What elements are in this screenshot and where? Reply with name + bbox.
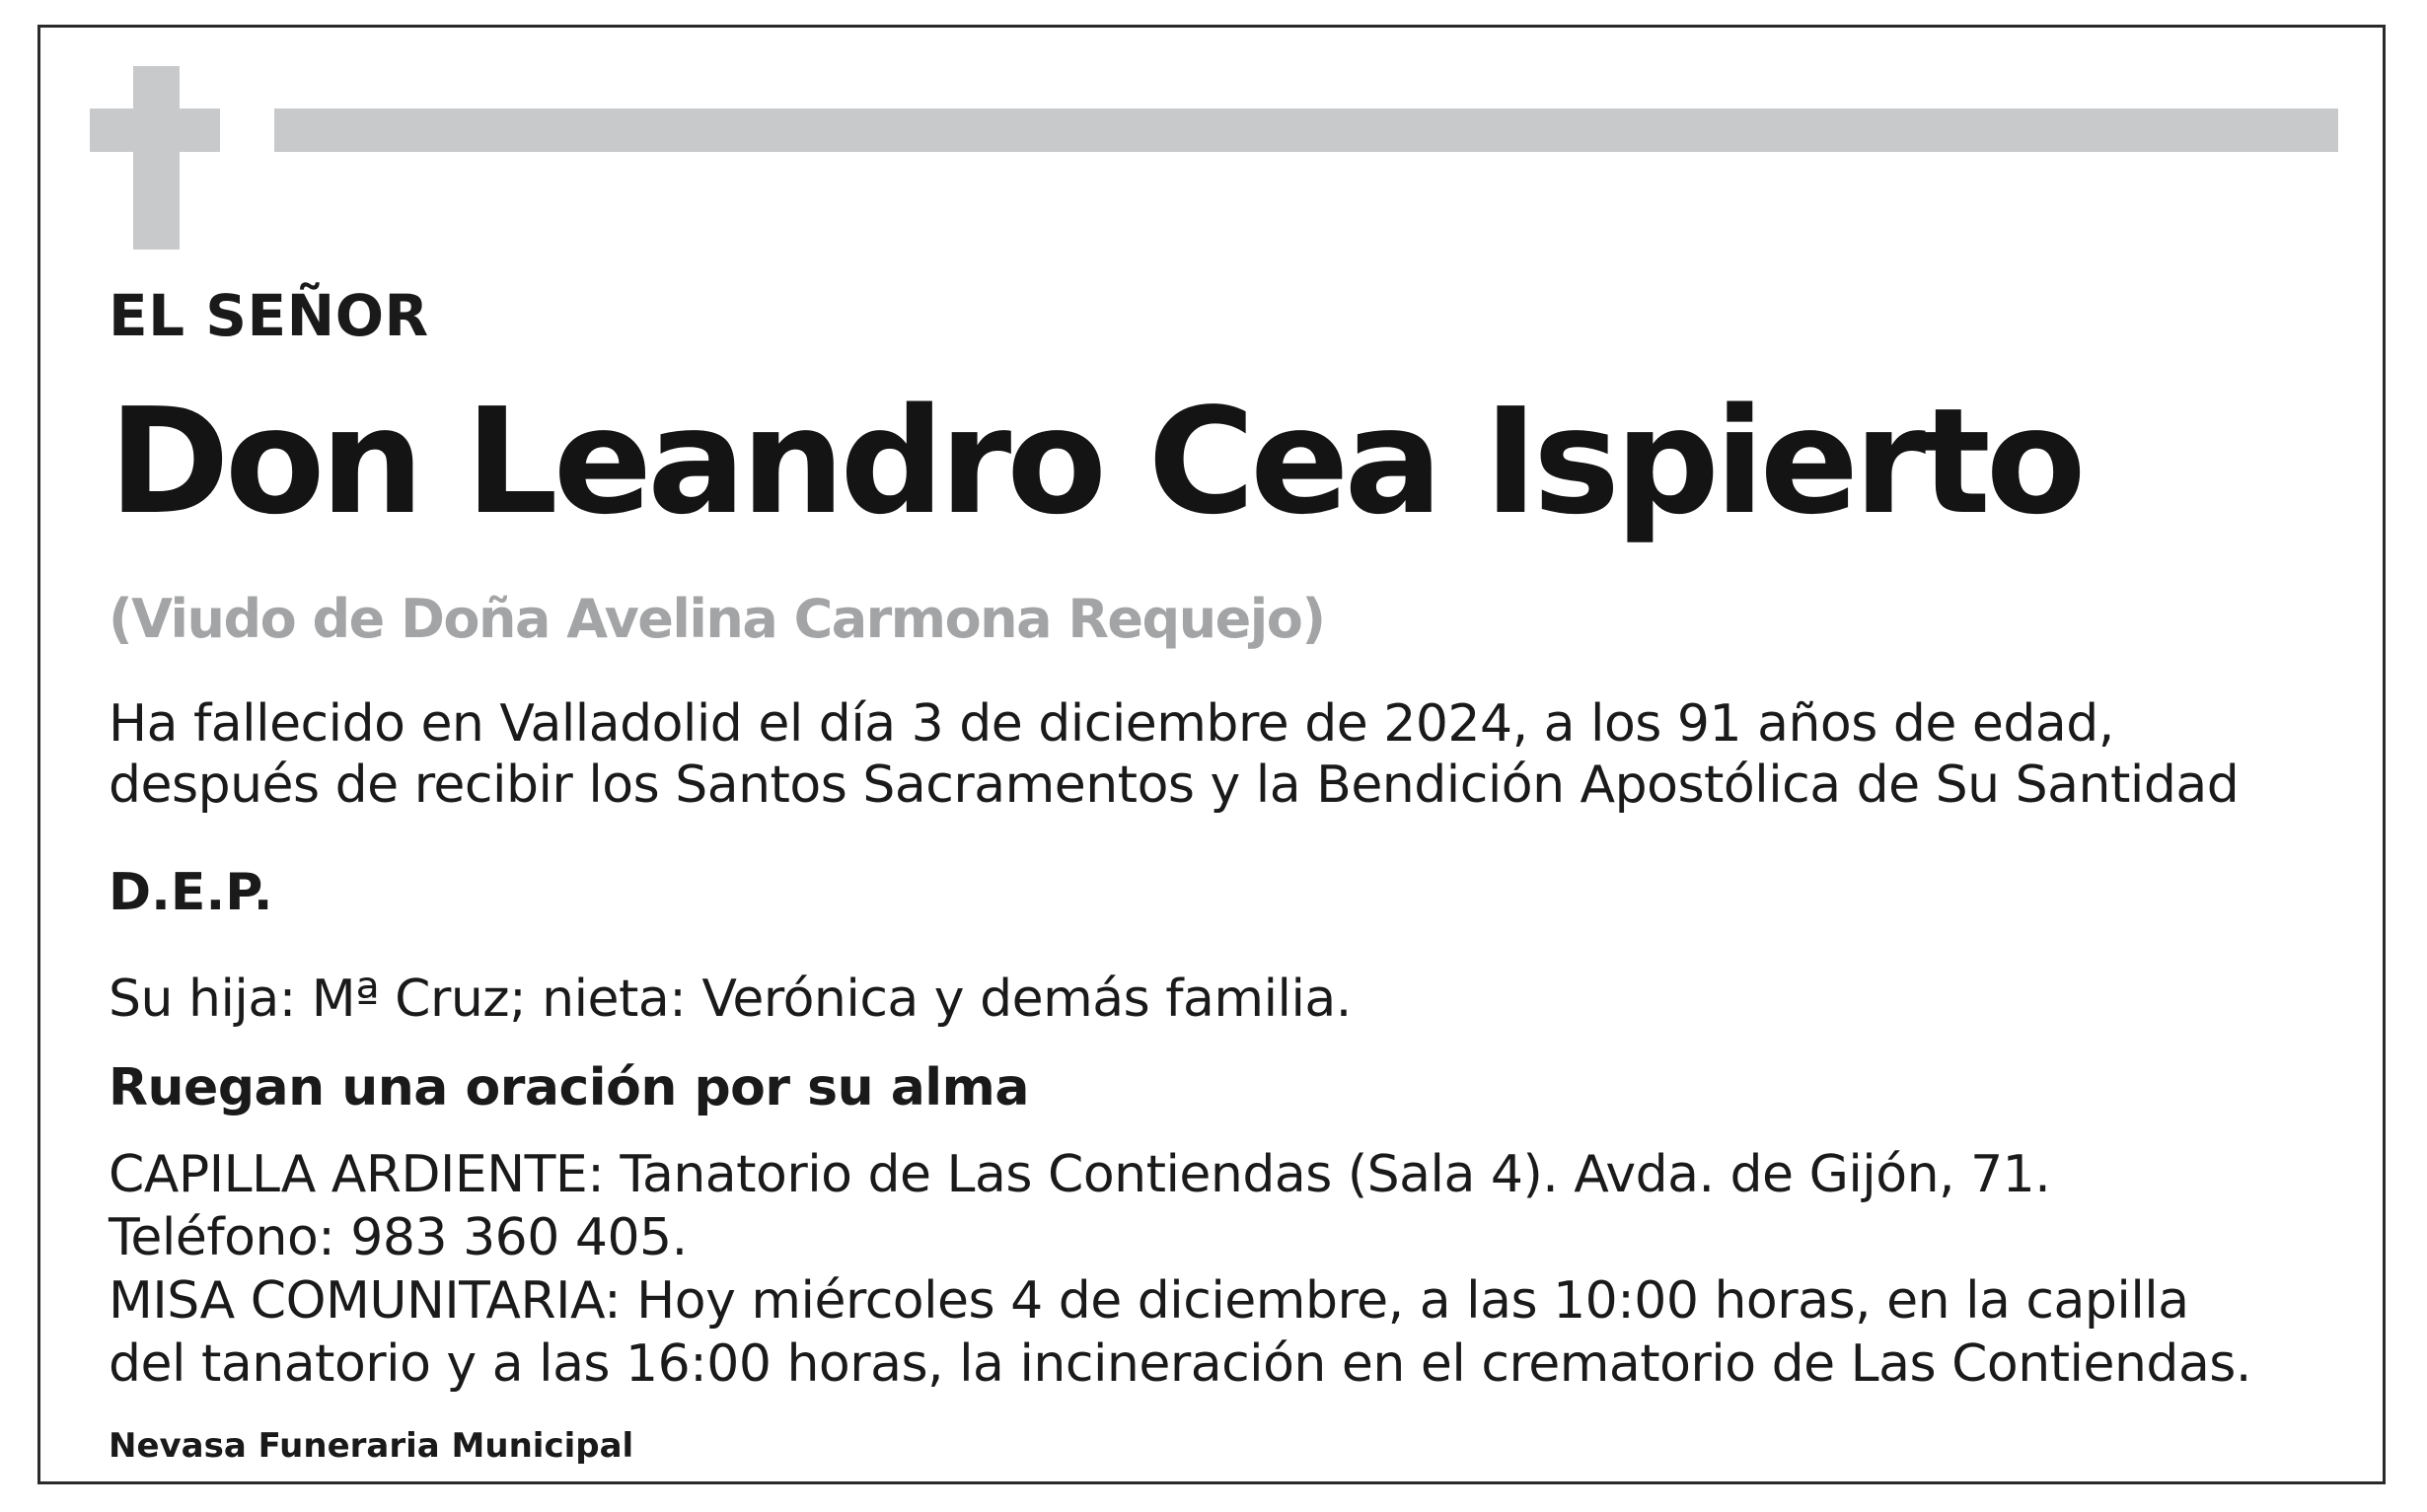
death-announcement — [109, 693, 2309, 816]
prayer-request: Ruegan una oración por su alma — [109, 1058, 1029, 1117]
service-details — [109, 1143, 2309, 1396]
details-line: MISA COMUNITARIA: Hoy miércoles 4 de diciembre, a las 10:00 horas, en la capilla — [109, 1271, 2189, 1331]
salutation: EL SEÑOR — [109, 282, 429, 349]
widower-note: (Viudo de Doña Avelina Carmona Requejo) — [109, 588, 1325, 650]
death-line: Ha fallecido en Valladolid el día 3 de diciembre de 2024, a los 91 años de edad, — [109, 694, 2114, 754]
rip-label: D.E.P. — [109, 863, 273, 922]
funeral-home-name: Nevasa Funeraria Municipal — [109, 1426, 634, 1466]
death-line: después de recibir los Santos Sacramentos y la Bendición Apostólica de Su Santidad — [109, 756, 2240, 815]
cross-icon-arm — [90, 108, 220, 152]
family-line: Su hija: Mª Cruz; nieta: Verónica y demás familia. — [109, 970, 1352, 1029]
notice-content — [109, 281, 2309, 1396]
details-line: del tanatorio y a las 16:00 horas, la incineración en el crematorio de Las Contiendas. — [109, 1334, 2251, 1394]
details-line: CAPILLA ARDIENTE: Tanatorio de Las Contiendas (Sala 4). Avda. de Gijón, 71. — [109, 1145, 2051, 1204]
header-rule — [274, 108, 2338, 152]
cross-icon — [133, 66, 180, 250]
deceased-name: Don Leandro Cea Ispierto — [109, 377, 2082, 546]
details-line: Teléfono: 983 360 405. — [109, 1208, 688, 1267]
